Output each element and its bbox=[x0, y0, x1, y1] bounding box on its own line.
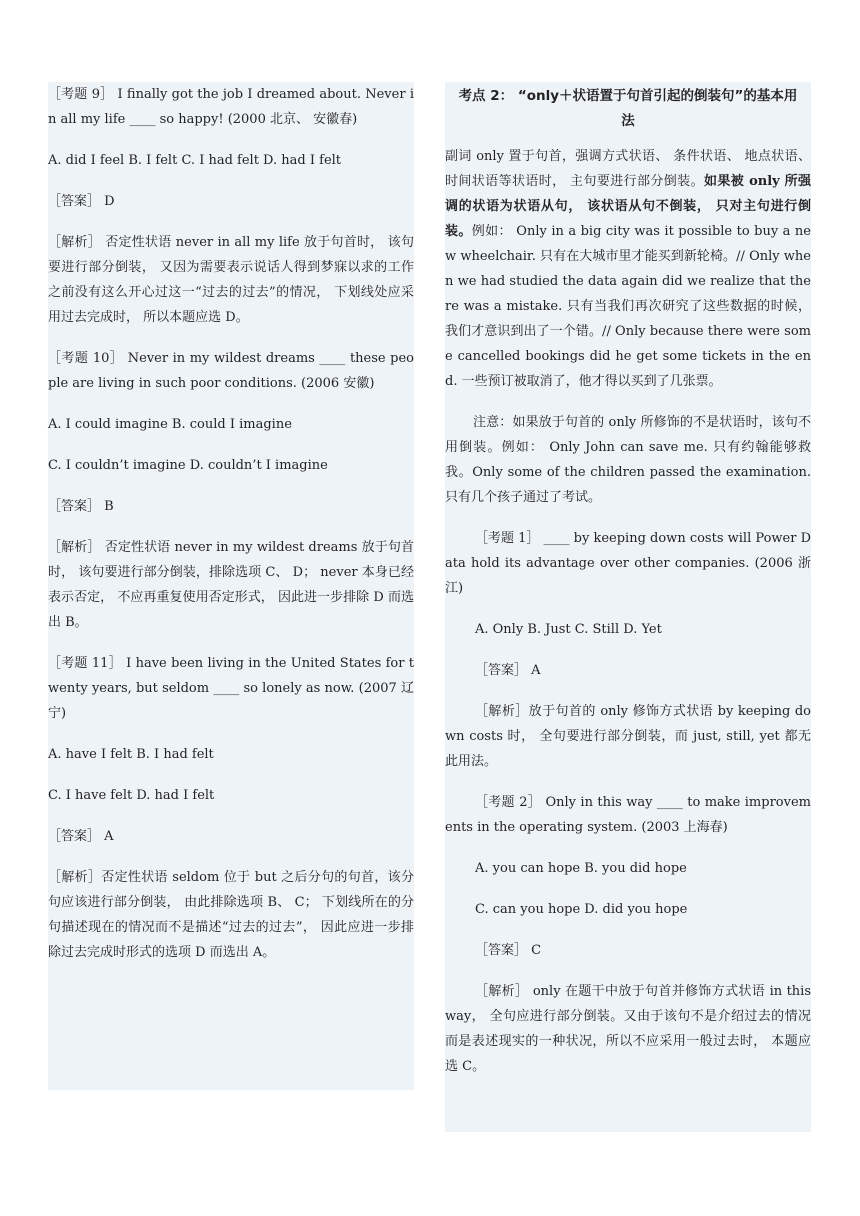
intro-bold-text: 如果被 only 所强调的状语为状语从句， 该状语从句不倒装， 只对主句进行倒装。 bbox=[445, 174, 812, 239]
q1-analysis: ［解析］放于句首的 only 修饰方式状语 by keeping down costs 时， 全句要进行部分倒装，而 just, still, yet 都无此用法。 bbox=[445, 704, 811, 769]
q10-analysis: ［解析］ 否定性状语 never in my wildest dreams 放于句首时， 该句要进行部分倒装，排除选项 C、 D； never 本身已经表示否定， 不应再重复使用否定形式， 因此进一步排除 D 而选出 B。 bbox=[48, 540, 414, 630]
section-heading: 考点 2： “only＋状语置于句首引起的倒装句”的基本用法 bbox=[458, 88, 798, 129]
q1-stem: ［考题 1］ ____ by keeping down costs will Power Data hold its advantage over other companies. (2006 浙江) bbox=[445, 531, 811, 596]
q11-answer: ［答案］ A bbox=[48, 829, 114, 844]
q10-answer: ［答案］ B bbox=[48, 499, 114, 514]
q2-options-ab: A. you can hope B. you did hope bbox=[475, 861, 687, 876]
intro-examples: 例如： Only in a big city was it possible to buy a new wheelchair. 只有在大城市里才能买到新轮椅。// Only when we had studied the data again did we realize that there was a mistake. 只有当我们再次研究了这些数据的时候，我们才意识到出了一个错。// Only because there were some cancelled bookings did he get some tickets in the end. 一些预订被取消了，他才得以买到了几张票。 bbox=[445, 224, 811, 389]
intro-paragraph bbox=[445, 144, 811, 394]
q2-analysis: ［解析］ only 在题干中放于句首并修饰方式状语 in this way， 全句应进行部分倒装。又由于该句不是介绍过去的情况而是表述现实的一种状况，所以不应采用一般过去时， 本题应选 C。 bbox=[445, 984, 811, 1074]
q11-options-ab: A. have I felt B. I had felt bbox=[48, 747, 214, 762]
q10-options-cd: C. I couldn’t imagine D. couldn’t I imagine bbox=[48, 458, 328, 473]
right-column bbox=[445, 82, 811, 1132]
q2-stem: ［考题 2］ Only in this way ____ to make improvements in the operating system. (2003 上海春) bbox=[445, 795, 811, 835]
q11-options-cd: C. I have felt D. had I felt bbox=[48, 788, 215, 803]
left-column bbox=[48, 82, 414, 1090]
q9-analysis: ［解析］ 否定性状语 never in all my life 放于句首时， 该句要进行部分倒装， 又因为需要表示说话人得到梦寐以求的工作之前没有这么开心过这一“过去的过去”的情况， 下划线处应采用过去完成时， 所以本题应选 D。 bbox=[48, 235, 414, 325]
note-paragraph: 注意：如果放于句首的 only 所修饰的不是状语时，该句不用倒装。例如： Only John can save me. 只有约翰能够救我。Only some of the children passed the examination. 只有几个孩子通过了考试。 bbox=[445, 415, 811, 505]
q11-analysis: ［解析］否定性状语 seldom 位于 but 之后分句的句首，该分句应该进行部分倒装， 由此排除选项 B、 C； 下划线所在的分句描述现在的情况而不是描述“过去的过去”， 因此应进一步排除过去完成时形式的选项 D 而选出 A。 bbox=[48, 870, 414, 960]
q9-answer: ［答案］ D bbox=[48, 194, 115, 209]
q1-answer: ［答案］ A bbox=[475, 663, 541, 678]
q9-stem: ［考题 9］ I finally got the job I dreamed about. Never in all my life ____ so happy! (2000 北京、 安徽春) bbox=[48, 87, 414, 127]
q9-options: A. did I feel B. I felt C. I had felt D. had I felt bbox=[48, 153, 342, 168]
q11-stem: ［考题 11］ I have been living in the United States for twenty years, but seldom ____ so lonely as now. (2007 辽宁) bbox=[48, 656, 414, 721]
q10-options-ab: A. I could imagine B. could I imagine bbox=[48, 417, 292, 432]
q10-stem: ［考题 10］ Never in my wildest dreams ____ these people are living in such poor conditions. (2006 安徽) bbox=[48, 351, 414, 391]
q2-answer: ［答案］ C bbox=[475, 943, 542, 958]
intro-text: 副词 only 置于句首，强调方式状语、 条件状语、 地点状语、 时间状语等状语时， 主句要进行部分倒装。 bbox=[445, 149, 811, 189]
q2-options-cd: C. can you hope D. did you hope bbox=[475, 902, 688, 917]
q1-options: A. Only B. Just C. Still D. Yet bbox=[475, 622, 662, 637]
